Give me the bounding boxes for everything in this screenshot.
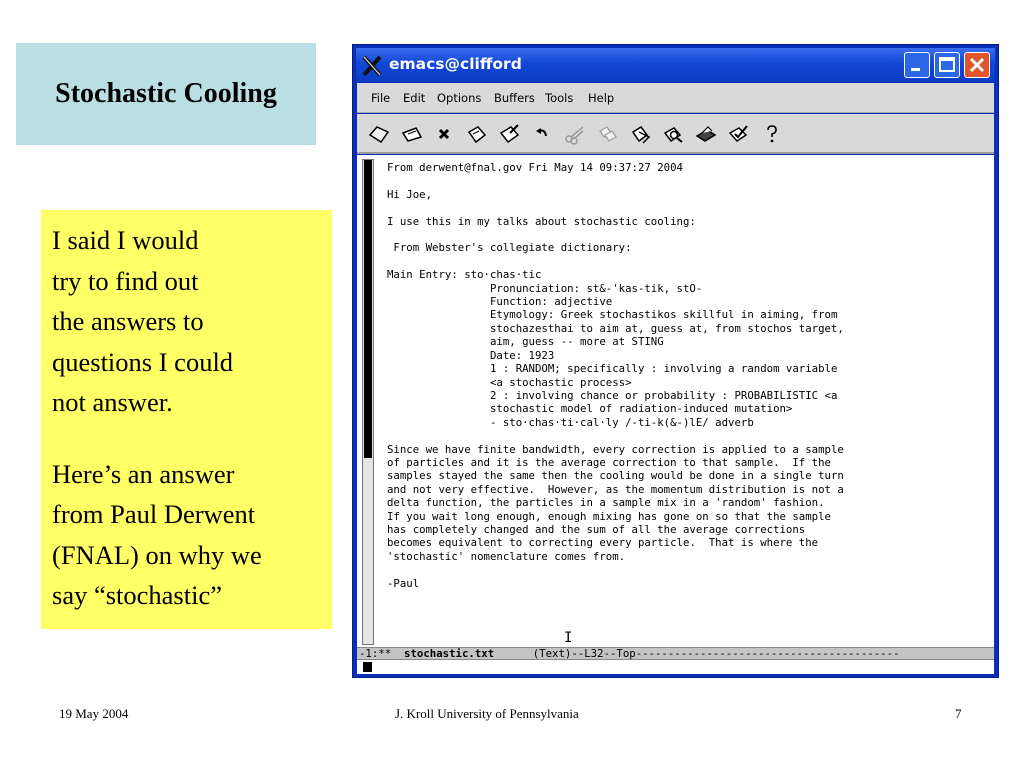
maximize-icon — [935, 53, 959, 77]
emacs-window — [352, 44, 999, 678]
print-icon[interactable] — [694, 123, 718, 145]
spell-check-icon[interactable] — [727, 123, 751, 145]
menu-options[interactable]: Options — [437, 91, 482, 105]
title-box — [16, 43, 316, 145]
menu-bar — [357, 83, 994, 113]
note-box — [41, 210, 332, 629]
maximize-button[interactable] — [934, 52, 960, 78]
modeline-status: (Text)--L32--Top----------------------------------------- — [494, 647, 900, 660]
undo-icon[interactable] — [531, 123, 555, 145]
text-cursor — [363, 662, 372, 672]
x-logo-icon — [362, 55, 382, 77]
slide-title: Stochastic Cooling — [55, 78, 277, 109]
mouse-text-cursor: I — [564, 630, 573, 646]
note-paragraph-2: Here’s an answer from Paul Derwent (FNAL) on why we say “stochastic” — [52, 458, 262, 610]
menu-edit[interactable]: Edit — [403, 91, 426, 105]
footer-date: 19 May 2004 — [59, 706, 129, 721]
menu-tools[interactable]: Tools — [545, 91, 574, 105]
minimize-button[interactable] — [904, 52, 930, 78]
text-buffer[interactable] — [357, 155, 994, 647]
window-titlebar[interactable] — [356, 48, 995, 82]
open-file-icon[interactable] — [400, 123, 424, 145]
search-icon[interactable] — [662, 123, 686, 145]
window-title: emacs@clifford — [389, 55, 522, 73]
close-icon — [965, 53, 989, 77]
scrollbar-thumb[interactable] — [364, 160, 372, 458]
modeline-prefix: -1:** — [359, 647, 405, 660]
scrollbar[interactable] — [362, 159, 374, 645]
buffer-text[interactable]: From derwent@fnal.gov Fri May 14 09:37:27 2004 Hi Joe, I use this in my talks about stochastic cooling: From Webster's collegiate dictionary: Main Entry: sto·chas·tic Pronunciation: st&-'kas-tik, stO- Function: adjective Etymology: Greek stochastikos skillful in aiming, from stochazesthai to aim at, guess at, from stochos target, aim, guess -- more at STING Date: 1923 1 : RANDOM; specifically : involving a random variable <a stochastic process> 2 : involving chance or probability : PROBABILISTIC <a stochastic model of radiation-induced mutation> - sto·chas·ti·cal·ly /-ti-k(&-)lE/ adverb Since we have finite bandwidth, every correction is applied to a sample of particles and it is the average correction to that sample. If the samples stayed the same then the cooling would be done in a single turn and not very effective. However, as the momentum distribution is not a delta function, the particles in a sample mix in a 'random' fashion. If you wait long enough, enough mixing has gone on so that the sample has completely changed and the sum of all the average corrections becomes equivalent to correcting every particle. That is where the 'stochastic' nomenclature comes from. -Paul — [387, 161, 844, 590]
close-buffer-icon[interactable] — [433, 123, 457, 145]
menu-buffers[interactable]: Buffers — [494, 91, 535, 105]
save-as-icon[interactable] — [498, 123, 522, 145]
menu-file[interactable]: File — [371, 91, 391, 105]
save-icon[interactable] — [465, 123, 489, 145]
minibuffer[interactable] — [357, 660, 994, 674]
tool-bar — [357, 114, 994, 154]
close-button[interactable] — [964, 52, 990, 78]
paste-icon[interactable] — [629, 123, 653, 145]
footer-page-number: 7 — [955, 706, 962, 721]
modeline-buffer-name: stochastic.txt — [404, 647, 495, 660]
open-folder-icon[interactable] — [367, 123, 391, 145]
note-paragraph-1: I said I would try to find out the answers to questions I could not answer. — [52, 225, 234, 417]
menu-help[interactable]: Help — [588, 91, 615, 105]
help-icon[interactable] — [760, 123, 784, 145]
cut-icon[interactable] — [563, 123, 587, 145]
minimize-icon — [905, 53, 929, 77]
footer-author: J. Kroll University of Pennsylvania — [395, 706, 579, 721]
copy-icon[interactable] — [596, 123, 620, 145]
mode-line — [357, 647, 994, 660]
